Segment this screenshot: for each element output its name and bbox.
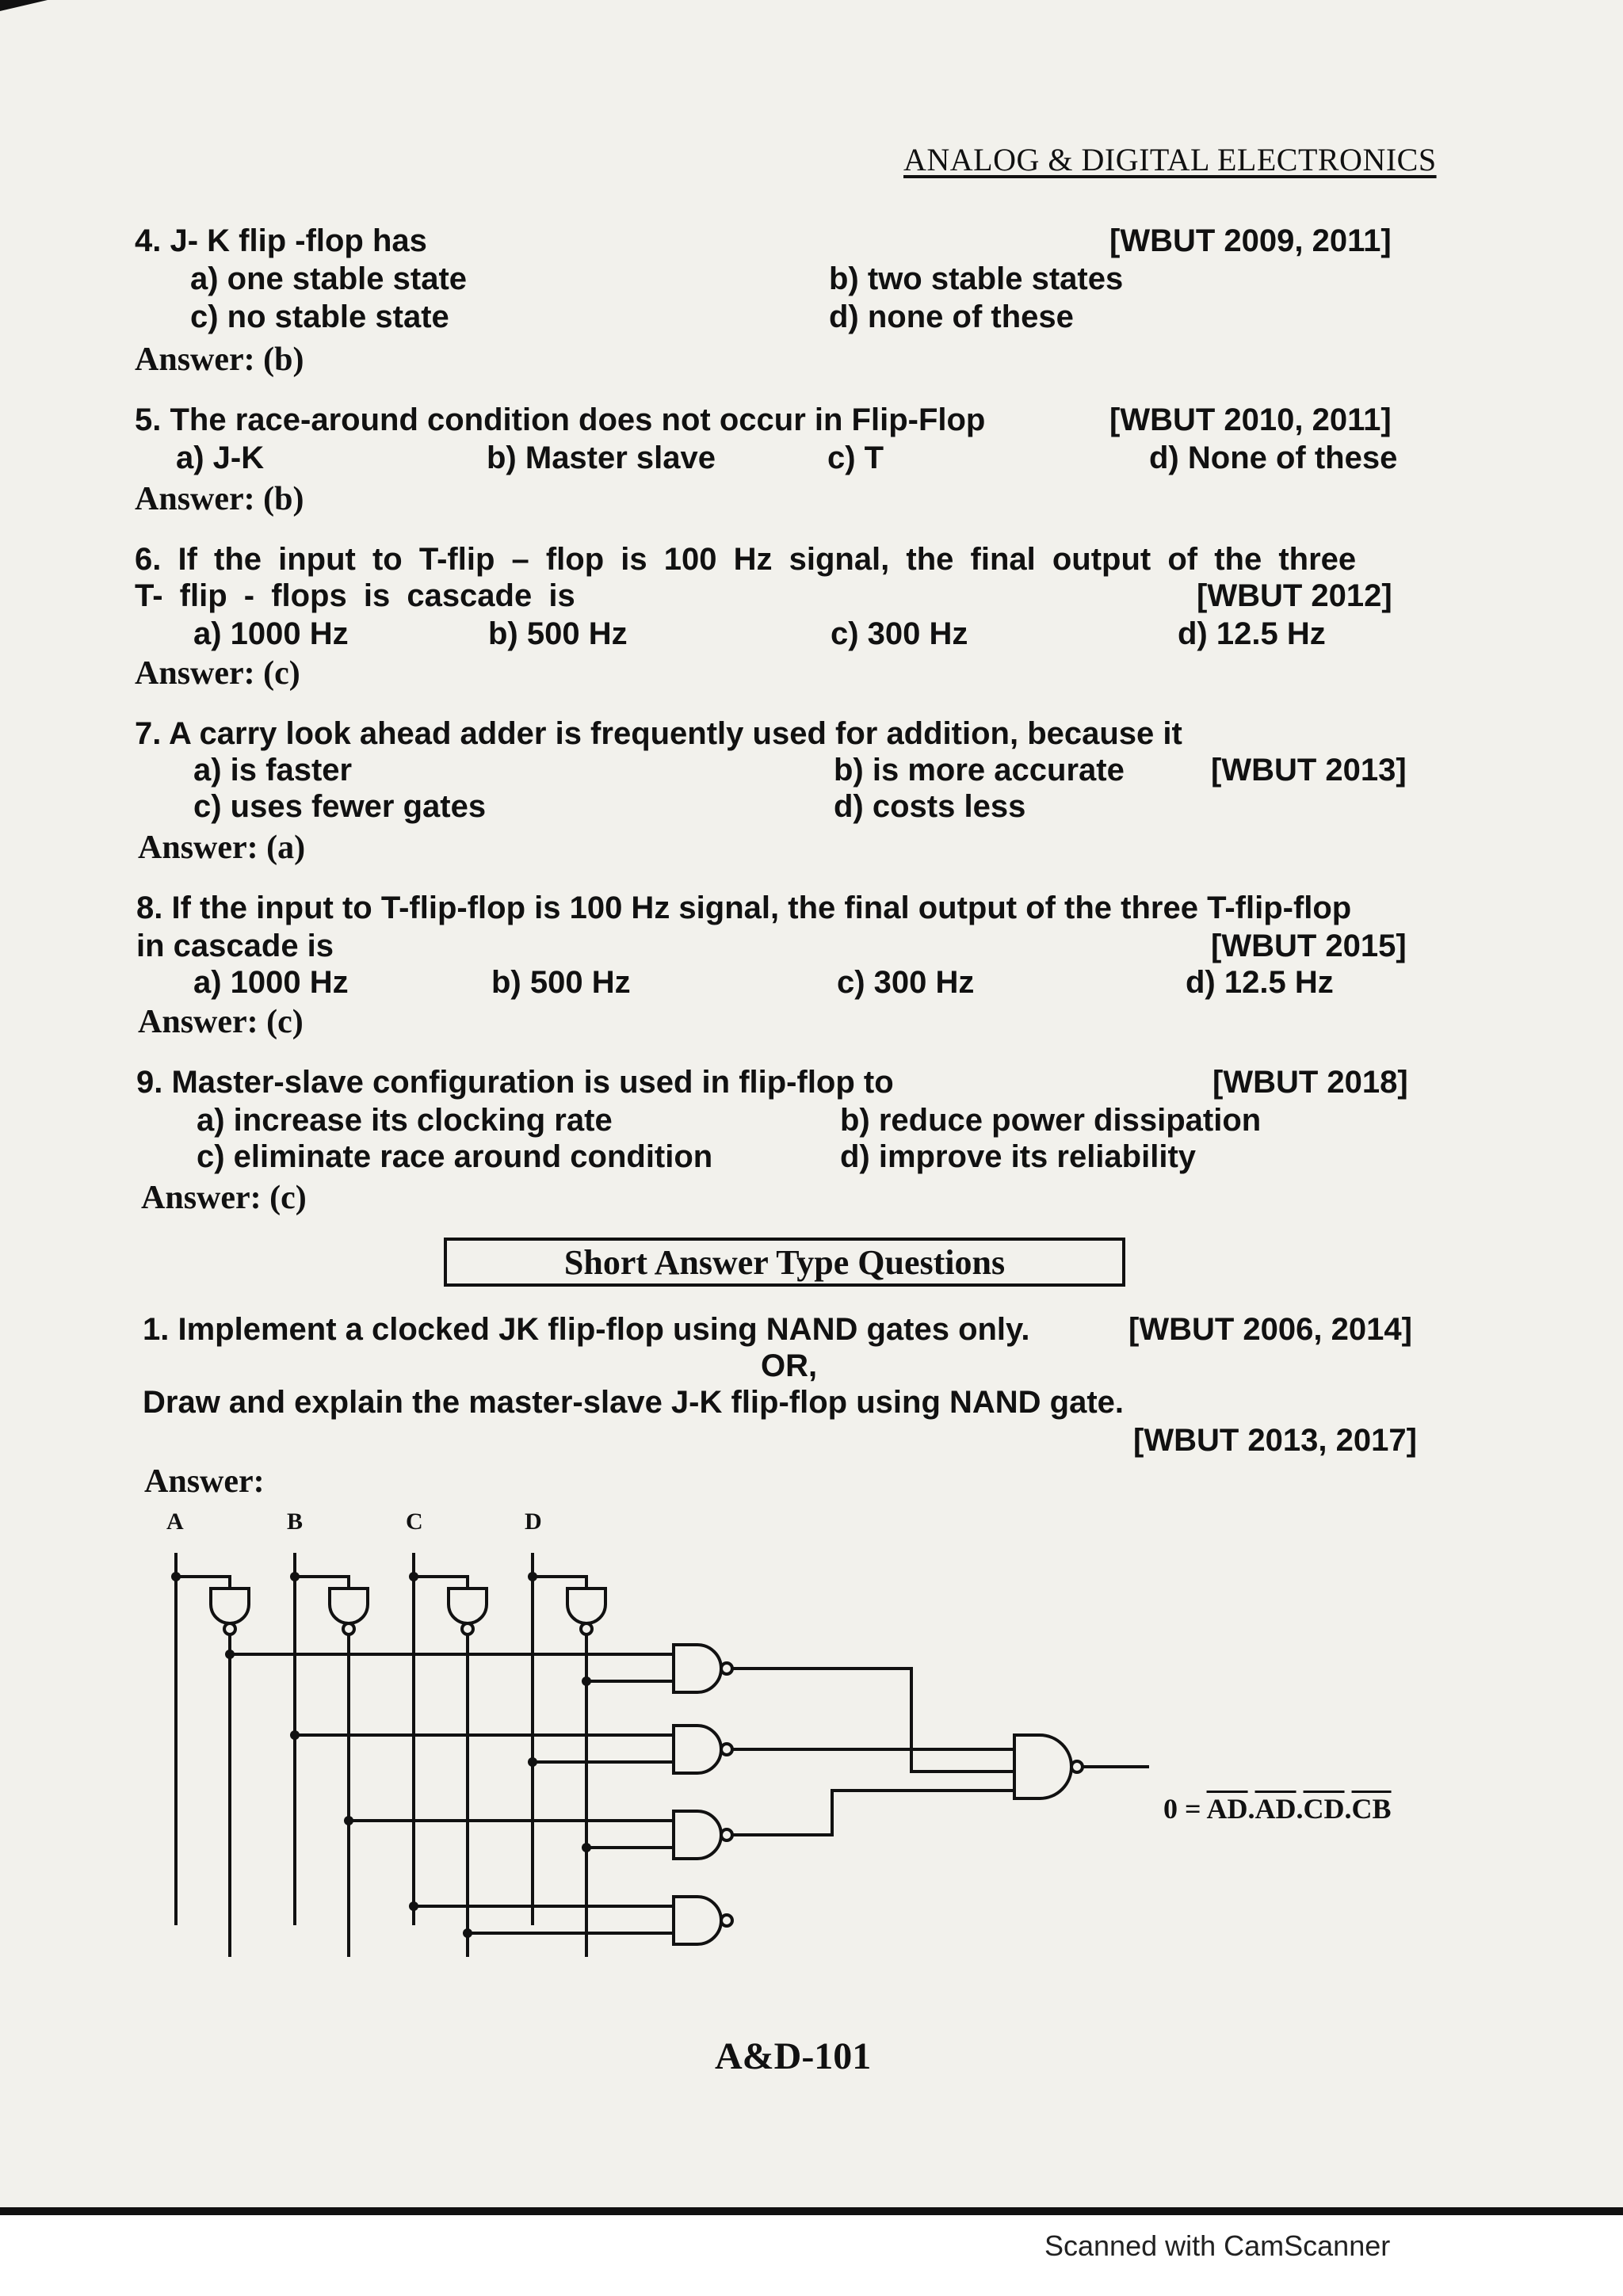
output-term-2: $\overline{AD}$	[1254, 1793, 1296, 1825]
question-4-option-d: d) none of these	[829, 299, 1074, 334]
output-term-3: $\overline{CD}$	[1303, 1793, 1345, 1825]
question-6-stem-line2: T- flip - flops is cascade is	[135, 578, 575, 613]
final-nand-gate	[1014, 1735, 1071, 1798]
section-heading	[444, 1238, 1125, 1287]
question-8-tag: [WBUT 2015]	[1211, 929, 1407, 963]
short-question-1-alt: Draw and explain the master-slave J-K flip-flop using NAND gate.	[143, 1385, 1125, 1420]
question-7-option-a: a) is faster	[193, 753, 353, 788]
inverter-gate-d	[533, 1577, 605, 1957]
output-term-4: $\overline{CB}$	[1351, 1793, 1392, 1825]
short-question-1: 1. Implement a clocked JK flip-flop using NAND gates only.	[143, 1312, 1030, 1347]
question-6-tag: [WBUT 2012]	[1197, 578, 1392, 613]
question-5-stem: 5. The race-around condition does not occur in Flip-Flop	[135, 402, 986, 437]
question-4-option-b: b) two stable states	[829, 261, 1124, 296]
scan-edge-bar	[0, 2207, 1623, 2215]
input-label-a: A	[166, 1508, 184, 1535]
question-7-option-d: d) costs less	[834, 789, 1026, 824]
nand-gate-2	[674, 1726, 721, 1773]
question-7-option-c: c) uses fewer gates	[193, 789, 487, 824]
nand-gate-1	[674, 1645, 721, 1692]
output-prefix: 0 =	[1163, 1793, 1207, 1825]
question-8-answer: Answer: (c)	[138, 1004, 304, 1040]
question-6-option-b: b) 500 Hz	[488, 616, 628, 651]
short-question-1-tag: [WBUT 2006, 2014]	[1128, 1312, 1412, 1347]
question-9-option-b: b) reduce power dissipation	[840, 1103, 1262, 1138]
scanner-watermark: Scanned with CamScanner	[1044, 2229, 1391, 2262]
question-9-stem: 9. Master-slave configuration is used in flip-flop to	[136, 1065, 894, 1100]
question-8-option-c: c) 300 Hz	[837, 965, 975, 1000]
question-9-answer: Answer: (c)	[141, 1180, 307, 1216]
section-heading-text: Short Answer Type Questions	[563, 1242, 1006, 1282]
running-header: ANALOG & DIGITAL ELECTRONICS	[903, 142, 1437, 177]
question-5-option-b: b) Master slave	[487, 441, 716, 475]
question-6-option-d: d) 12.5 Hz	[1178, 616, 1326, 651]
question-8-option-b: b) 500 Hz	[491, 965, 631, 1000]
question-4-tag: [WBUT 2009, 2011]	[1109, 223, 1392, 258]
question-9-option-c: c) eliminate race around condition	[197, 1139, 713, 1174]
question-4-option-c: c) no stable state	[190, 299, 449, 334]
inverter-gate-a	[176, 1577, 249, 1957]
question-9-option-d: d) improve its reliability	[840, 1139, 1197, 1174]
question-8-stem: 8. If the input to T-flip-flop is 100 Hz signal, the final output of the three T-flip-flop	[136, 891, 1352, 925]
nand-circuit-diagram	[119, 1497, 1149, 1957]
short-question-or: OR,	[761, 1348, 818, 1383]
output-term-1: $\overline{AD}$	[1206, 1793, 1248, 1825]
question-8-option-a: a) 1000 Hz	[193, 965, 349, 1000]
input-label-b: B	[287, 1508, 304, 1535]
question-6-stem: 6. If the input to T-flip – flop is 100 Hz signal, the final output of the three	[135, 542, 1357, 577]
question-5-option-a: a) J-K	[176, 441, 265, 475]
question-5-option-d: d) None of these	[1149, 441, 1398, 475]
input-label-c: C	[406, 1508, 423, 1535]
input-label-d: D	[525, 1508, 542, 1535]
question-7-tag: [WBUT 2013]	[1211, 753, 1407, 788]
question-9-tag: [WBUT 2018]	[1212, 1065, 1408, 1100]
inverter-gate-c	[414, 1577, 487, 1957]
circuit-output-expression: $0 = \overline{AD}.\overline{AD}.\overline{CD}.\overline{CB}$	[1163, 1793, 1392, 1825]
nand-gate-4	[674, 1897, 721, 1944]
question-7-option-b: b) is more accurate	[834, 753, 1125, 788]
question-7-stem: 7. A carry look ahead adder is frequently used for addition, because it	[135, 716, 1182, 751]
inverter-gate-b	[295, 1577, 368, 1957]
short-question-1-alt-tag: [WBUT 2013, 2017]	[1133, 1423, 1417, 1458]
question-6-answer: Answer: (c)	[135, 655, 300, 692]
short-answer-label: Answer:	[144, 1463, 265, 1500]
question-8-stem-line2: in cascade is	[136, 929, 334, 963]
question-8-option-d: d) 12.5 Hz	[1186, 965, 1334, 1000]
question-4-option-a: a) one stable state	[190, 261, 468, 296]
question-4-stem: 4. J- K flip -flop has	[135, 223, 427, 258]
nand-gate-3	[674, 1811, 721, 1859]
question-6-option-c: c) 300 Hz	[831, 616, 968, 651]
question-5-tag: [WBUT 2010, 2011]	[1109, 402, 1392, 437]
question-4-answer: Answer: (b)	[135, 341, 304, 378]
question-6-option-a: a) 1000 Hz	[193, 616, 349, 651]
question-9-option-a: a) increase its clocking rate	[197, 1103, 613, 1138]
question-7-answer: Answer: (a)	[138, 830, 306, 866]
page-corner-mark	[0, 0, 48, 11]
page-code: A&D-101	[715, 2035, 872, 2077]
question-5-answer: Answer: (b)	[135, 481, 304, 517]
question-5-option-c: c) T	[827, 441, 884, 475]
